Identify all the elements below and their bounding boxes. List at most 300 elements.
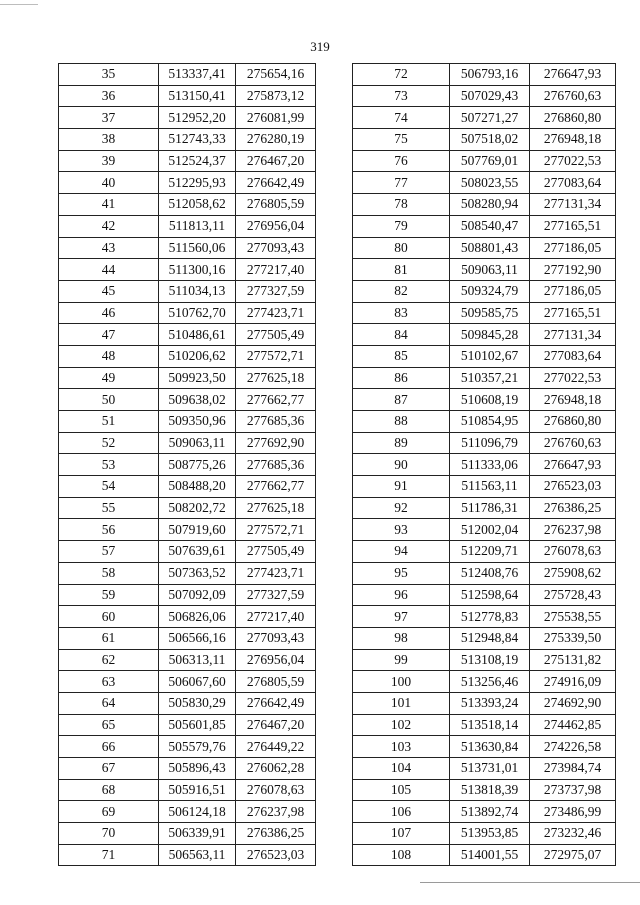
- y-coordinate-cell: 276760,63: [530, 432, 616, 454]
- point-number-cell: 70: [59, 823, 159, 845]
- x-coordinate-cell: 508023,55: [450, 172, 530, 194]
- x-coordinate-cell: 513256,46: [450, 671, 530, 693]
- point-number-cell: 85: [353, 345, 450, 367]
- x-coordinate-cell: 506566,16: [159, 627, 236, 649]
- table-row: [59, 129, 316, 151]
- x-coordinate-cell: 505916,51: [159, 779, 236, 801]
- table-row: [353, 562, 616, 584]
- point-number-cell: 107: [353, 823, 450, 845]
- table-row: [59, 714, 316, 736]
- x-coordinate-cell: 505579,76: [159, 736, 236, 758]
- point-number-cell: 104: [353, 758, 450, 780]
- table-row: [59, 823, 316, 845]
- point-number-cell: 60: [59, 606, 159, 628]
- table-row: [59, 280, 316, 302]
- point-number-cell: 93: [353, 519, 450, 541]
- table-row: [59, 215, 316, 237]
- point-number-cell: 81: [353, 259, 450, 281]
- x-coordinate-cell: 514001,55: [450, 844, 530, 866]
- coordinates-table-right: [352, 63, 616, 866]
- x-coordinate-cell: 508775,26: [159, 454, 236, 476]
- y-coordinate-cell: 277217,40: [236, 259, 316, 281]
- table-row: [353, 302, 616, 324]
- x-coordinate-cell: 513150,41: [159, 85, 236, 107]
- y-coordinate-cell: 276386,25: [530, 497, 616, 519]
- table-row: [59, 584, 316, 606]
- table-row: [59, 324, 316, 346]
- x-coordinate-cell: 505896,43: [159, 758, 236, 780]
- point-number-cell: 38: [59, 129, 159, 151]
- x-coordinate-cell: 513953,85: [450, 823, 530, 845]
- table-row: [59, 194, 316, 216]
- table-row: [59, 497, 316, 519]
- table-row: [59, 172, 316, 194]
- x-coordinate-cell: 507769,01: [450, 150, 530, 172]
- x-coordinate-cell: 505830,29: [159, 692, 236, 714]
- x-coordinate-cell: 509638,02: [159, 389, 236, 411]
- point-number-cell: 37: [59, 107, 159, 129]
- table-row: [59, 692, 316, 714]
- y-coordinate-cell: 277662,77: [236, 476, 316, 498]
- x-coordinate-cell: 508202,72: [159, 497, 236, 519]
- y-coordinate-cell: 276467,20: [236, 150, 316, 172]
- table-row: [59, 64, 316, 86]
- y-coordinate-cell: 277165,51: [530, 302, 616, 324]
- table-row: [353, 411, 616, 433]
- bottom-edge-line: [420, 882, 640, 883]
- point-number-cell: 68: [59, 779, 159, 801]
- table-row: [353, 367, 616, 389]
- x-coordinate-cell: 513393,24: [450, 692, 530, 714]
- x-coordinate-cell: 508488,20: [159, 476, 236, 498]
- x-coordinate-cell: 512743,33: [159, 129, 236, 151]
- y-coordinate-cell: 273984,74: [530, 758, 616, 780]
- x-coordinate-cell: 512778,83: [450, 606, 530, 628]
- y-coordinate-cell: 277217,40: [236, 606, 316, 628]
- table-row: [353, 280, 616, 302]
- point-number-cell: 103: [353, 736, 450, 758]
- x-coordinate-cell: 511813,11: [159, 215, 236, 237]
- point-number-cell: 66: [59, 736, 159, 758]
- table-row: [353, 584, 616, 606]
- x-coordinate-cell: 513892,74: [450, 801, 530, 823]
- point-number-cell: 97: [353, 606, 450, 628]
- table-row: [353, 758, 616, 780]
- point-number-cell: 50: [59, 389, 159, 411]
- table-row: [353, 627, 616, 649]
- table-row: [353, 519, 616, 541]
- y-coordinate-cell: 276760,63: [530, 85, 616, 107]
- y-coordinate-cell: 276805,59: [236, 194, 316, 216]
- y-coordinate-cell: 275873,12: [236, 85, 316, 107]
- point-number-cell: 108: [353, 844, 450, 866]
- y-coordinate-cell: 274692,90: [530, 692, 616, 714]
- x-coordinate-cell: 509845,28: [450, 324, 530, 346]
- y-coordinate-cell: 277186,05: [530, 237, 616, 259]
- x-coordinate-cell: 510206,62: [159, 345, 236, 367]
- x-coordinate-cell: 506313,11: [159, 649, 236, 671]
- coordinates-table-left-body: [59, 64, 316, 866]
- point-number-cell: 95: [353, 562, 450, 584]
- x-coordinate-cell: 511333,06: [450, 454, 530, 476]
- y-coordinate-cell: 277083,64: [530, 172, 616, 194]
- table-row: [59, 85, 316, 107]
- y-coordinate-cell: 277192,90: [530, 259, 616, 281]
- point-number-cell: 96: [353, 584, 450, 606]
- point-number-cell: 92: [353, 497, 450, 519]
- point-number-cell: 98: [353, 627, 450, 649]
- table-row: [59, 389, 316, 411]
- point-number-cell: 63: [59, 671, 159, 693]
- point-number-cell: 79: [353, 215, 450, 237]
- x-coordinate-cell: 513731,01: [450, 758, 530, 780]
- point-number-cell: 46: [59, 302, 159, 324]
- point-number-cell: 72: [353, 64, 450, 86]
- page-number: 319: [310, 39, 330, 54]
- x-coordinate-cell: 510762,70: [159, 302, 236, 324]
- y-coordinate-cell: 276237,98: [530, 519, 616, 541]
- x-coordinate-cell: 510102,67: [450, 345, 530, 367]
- x-coordinate-cell: 506826,06: [159, 606, 236, 628]
- y-coordinate-cell: 274916,09: [530, 671, 616, 693]
- table-row: [353, 215, 616, 237]
- x-coordinate-cell: 506793,16: [450, 64, 530, 86]
- y-coordinate-cell: 275131,82: [530, 649, 616, 671]
- point-number-cell: 40: [59, 172, 159, 194]
- table-row: [59, 736, 316, 758]
- y-coordinate-cell: 277423,71: [236, 302, 316, 324]
- x-coordinate-cell: 513630,84: [450, 736, 530, 758]
- table-row: [59, 801, 316, 823]
- point-number-cell: 48: [59, 345, 159, 367]
- point-number-cell: 69: [59, 801, 159, 823]
- table-row: [59, 671, 316, 693]
- x-coordinate-cell: 512598,64: [450, 584, 530, 606]
- x-coordinate-cell: 511096,79: [450, 432, 530, 454]
- y-coordinate-cell: 277505,49: [236, 324, 316, 346]
- x-coordinate-cell: 512295,93: [159, 172, 236, 194]
- y-coordinate-cell: 275339,50: [530, 627, 616, 649]
- table-row: [59, 432, 316, 454]
- point-number-cell: 59: [59, 584, 159, 606]
- y-coordinate-cell: 276642,49: [236, 172, 316, 194]
- y-coordinate-cell: 277505,49: [236, 541, 316, 563]
- table-row: [59, 345, 316, 367]
- y-coordinate-cell: 277625,18: [236, 497, 316, 519]
- x-coordinate-cell: 512002,04: [450, 519, 530, 541]
- x-coordinate-cell: 508540,47: [450, 215, 530, 237]
- table-row: [353, 85, 616, 107]
- y-coordinate-cell: 277083,64: [530, 345, 616, 367]
- table-row: [59, 237, 316, 259]
- point-number-cell: 42: [59, 215, 159, 237]
- x-coordinate-cell: 510854,95: [450, 411, 530, 433]
- y-coordinate-cell: 277327,59: [236, 584, 316, 606]
- x-coordinate-cell: 511786,31: [450, 497, 530, 519]
- y-coordinate-cell: 276805,59: [236, 671, 316, 693]
- x-coordinate-cell: 511560,06: [159, 237, 236, 259]
- y-coordinate-cell: 276386,25: [236, 823, 316, 845]
- table-row: [353, 64, 616, 86]
- y-coordinate-cell: 272975,07: [530, 844, 616, 866]
- y-coordinate-cell: 277186,05: [530, 280, 616, 302]
- table-row: [59, 562, 316, 584]
- point-number-cell: 62: [59, 649, 159, 671]
- point-number-cell: 90: [353, 454, 450, 476]
- y-coordinate-cell: 277662,77: [236, 389, 316, 411]
- point-number-cell: 71: [59, 844, 159, 866]
- y-coordinate-cell: 277685,36: [236, 411, 316, 433]
- table-row: [59, 779, 316, 801]
- table-row: [353, 714, 616, 736]
- table-row: [59, 844, 316, 866]
- point-number-cell: 47: [59, 324, 159, 346]
- x-coordinate-cell: 509063,11: [159, 432, 236, 454]
- x-coordinate-cell: 513818,39: [450, 779, 530, 801]
- x-coordinate-cell: 513518,14: [450, 714, 530, 736]
- point-number-cell: 75: [353, 129, 450, 151]
- y-coordinate-cell: 277572,71: [236, 519, 316, 541]
- x-coordinate-cell: 513108,19: [450, 649, 530, 671]
- point-number-cell: 52: [59, 432, 159, 454]
- table-row: [59, 150, 316, 172]
- x-coordinate-cell: 507029,43: [450, 85, 530, 107]
- table-row: [59, 259, 316, 281]
- table-row: [353, 649, 616, 671]
- point-number-cell: 105: [353, 779, 450, 801]
- y-coordinate-cell: 277692,90: [236, 432, 316, 454]
- y-coordinate-cell: 277022,53: [530, 367, 616, 389]
- x-coordinate-cell: 510357,21: [450, 367, 530, 389]
- x-coordinate-cell: 507092,09: [159, 584, 236, 606]
- x-coordinate-cell: 509350,96: [159, 411, 236, 433]
- x-coordinate-cell: 506124,18: [159, 801, 236, 823]
- point-number-cell: 58: [59, 562, 159, 584]
- table-row: [59, 302, 316, 324]
- table-row: [59, 519, 316, 541]
- point-number-cell: 45: [59, 280, 159, 302]
- point-number-cell: 80: [353, 237, 450, 259]
- x-coordinate-cell: 512952,20: [159, 107, 236, 129]
- table-row: [353, 259, 616, 281]
- y-coordinate-cell: 274462,85: [530, 714, 616, 736]
- y-coordinate-cell: 276956,04: [236, 649, 316, 671]
- table-row: [59, 627, 316, 649]
- y-coordinate-cell: 277131,34: [530, 324, 616, 346]
- y-coordinate-cell: 276523,03: [530, 476, 616, 498]
- y-coordinate-cell: 276860,80: [530, 107, 616, 129]
- y-coordinate-cell: 275728,43: [530, 584, 616, 606]
- point-number-cell: 49: [59, 367, 159, 389]
- y-coordinate-cell: 273737,98: [530, 779, 616, 801]
- x-coordinate-cell: 511034,13: [159, 280, 236, 302]
- x-coordinate-cell: 507518,02: [450, 129, 530, 151]
- table-row: [59, 476, 316, 498]
- y-coordinate-cell: 277327,59: [236, 280, 316, 302]
- point-number-cell: 61: [59, 627, 159, 649]
- x-coordinate-cell: 513337,41: [159, 64, 236, 86]
- point-number-cell: 84: [353, 324, 450, 346]
- table-row: [353, 237, 616, 259]
- table-row: [353, 497, 616, 519]
- y-coordinate-cell: 276956,04: [236, 215, 316, 237]
- point-number-cell: 56: [59, 519, 159, 541]
- x-coordinate-cell: 509063,11: [450, 259, 530, 281]
- y-coordinate-cell: 276078,63: [236, 779, 316, 801]
- y-coordinate-cell: 277423,71: [236, 562, 316, 584]
- point-number-cell: 77: [353, 172, 450, 194]
- y-coordinate-cell: 276948,18: [530, 389, 616, 411]
- point-number-cell: 99: [353, 649, 450, 671]
- x-coordinate-cell: 510608,19: [450, 389, 530, 411]
- table-row: [59, 454, 316, 476]
- point-number-cell: 100: [353, 671, 450, 693]
- point-number-cell: 65: [59, 714, 159, 736]
- table-row: [59, 411, 316, 433]
- point-number-cell: 86: [353, 367, 450, 389]
- table-row: [353, 844, 616, 866]
- point-number-cell: 94: [353, 541, 450, 563]
- y-coordinate-cell: 276642,49: [236, 692, 316, 714]
- y-coordinate-cell: 276280,19: [236, 129, 316, 151]
- point-number-cell: 54: [59, 476, 159, 498]
- point-number-cell: 39: [59, 150, 159, 172]
- point-number-cell: 35: [59, 64, 159, 86]
- y-coordinate-cell: 277131,34: [530, 194, 616, 216]
- table-row: [353, 345, 616, 367]
- table-row: [353, 779, 616, 801]
- x-coordinate-cell: 509585,75: [450, 302, 530, 324]
- point-number-cell: 51: [59, 411, 159, 433]
- y-coordinate-cell: 276948,18: [530, 129, 616, 151]
- x-coordinate-cell: 509324,79: [450, 280, 530, 302]
- point-number-cell: 82: [353, 280, 450, 302]
- point-number-cell: 74: [353, 107, 450, 129]
- point-number-cell: 36: [59, 85, 159, 107]
- y-coordinate-cell: 276860,80: [530, 411, 616, 433]
- point-number-cell: 89: [353, 432, 450, 454]
- x-coordinate-cell: 512209,71: [450, 541, 530, 563]
- y-coordinate-cell: 276523,03: [236, 844, 316, 866]
- table-row: [353, 324, 616, 346]
- point-number-cell: 83: [353, 302, 450, 324]
- y-coordinate-cell: 275908,62: [530, 562, 616, 584]
- table-row: [59, 107, 316, 129]
- x-coordinate-cell: 506339,91: [159, 823, 236, 845]
- y-coordinate-cell: 276647,93: [530, 64, 616, 86]
- point-number-cell: 106: [353, 801, 450, 823]
- point-number-cell: 41: [59, 194, 159, 216]
- table-row: [353, 692, 616, 714]
- table-row: [353, 541, 616, 563]
- point-number-cell: 78: [353, 194, 450, 216]
- table-row: [353, 129, 616, 151]
- point-number-cell: 88: [353, 411, 450, 433]
- x-coordinate-cell: 507271,27: [450, 107, 530, 129]
- y-coordinate-cell: 276467,20: [236, 714, 316, 736]
- table-row: [353, 801, 616, 823]
- y-coordinate-cell: 276081,99: [236, 107, 316, 129]
- y-coordinate-cell: 277625,18: [236, 367, 316, 389]
- table-row: [59, 541, 316, 563]
- x-coordinate-cell: 507639,61: [159, 541, 236, 563]
- y-coordinate-cell: 277572,71: [236, 345, 316, 367]
- table-row: [59, 367, 316, 389]
- y-coordinate-cell: 276237,98: [236, 801, 316, 823]
- y-coordinate-cell: 277093,43: [236, 237, 316, 259]
- point-number-cell: 64: [59, 692, 159, 714]
- y-coordinate-cell: 277093,43: [236, 627, 316, 649]
- table-row: [59, 606, 316, 628]
- x-coordinate-cell: 512948,84: [450, 627, 530, 649]
- table-row: [353, 194, 616, 216]
- x-coordinate-cell: 507919,60: [159, 519, 236, 541]
- table-row: [353, 107, 616, 129]
- y-coordinate-cell: 276078,63: [530, 541, 616, 563]
- y-coordinate-cell: 276449,22: [236, 736, 316, 758]
- point-number-cell: 73: [353, 85, 450, 107]
- x-coordinate-cell: 505601,85: [159, 714, 236, 736]
- point-number-cell: 43: [59, 237, 159, 259]
- y-coordinate-cell: 276647,93: [530, 454, 616, 476]
- table-row: [59, 649, 316, 671]
- table-row: [59, 758, 316, 780]
- x-coordinate-cell: 508801,43: [450, 237, 530, 259]
- table-row: [353, 432, 616, 454]
- x-coordinate-cell: 508280,94: [450, 194, 530, 216]
- table-row: [353, 606, 616, 628]
- y-coordinate-cell: 275654,16: [236, 64, 316, 86]
- point-number-cell: 55: [59, 497, 159, 519]
- x-coordinate-cell: 507363,52: [159, 562, 236, 584]
- table-row: [353, 823, 616, 845]
- x-coordinate-cell: 506563,11: [159, 844, 236, 866]
- top-edge-line: [0, 4, 38, 5]
- y-coordinate-cell: 275538,55: [530, 606, 616, 628]
- table-row: [353, 172, 616, 194]
- table-row: [353, 476, 616, 498]
- point-number-cell: 101: [353, 692, 450, 714]
- x-coordinate-cell: 509923,50: [159, 367, 236, 389]
- y-coordinate-cell: 277022,53: [530, 150, 616, 172]
- point-number-cell: 87: [353, 389, 450, 411]
- x-coordinate-cell: 506067,60: [159, 671, 236, 693]
- point-number-cell: 67: [59, 758, 159, 780]
- point-number-cell: 53: [59, 454, 159, 476]
- y-coordinate-cell: 273232,46: [530, 823, 616, 845]
- point-number-cell: 76: [353, 150, 450, 172]
- point-number-cell: 91: [353, 476, 450, 498]
- y-coordinate-cell: 274226,58: [530, 736, 616, 758]
- table-row: [353, 671, 616, 693]
- x-coordinate-cell: 511300,16: [159, 259, 236, 281]
- point-number-cell: 102: [353, 714, 450, 736]
- x-coordinate-cell: 512524,37: [159, 150, 236, 172]
- x-coordinate-cell: 512408,76: [450, 562, 530, 584]
- x-coordinate-cell: 511563,11: [450, 476, 530, 498]
- point-number-cell: 44: [59, 259, 159, 281]
- table-row: [353, 454, 616, 476]
- x-coordinate-cell: 512058,62: [159, 194, 236, 216]
- y-coordinate-cell: 277165,51: [530, 215, 616, 237]
- point-number-cell: 57: [59, 541, 159, 563]
- table-row: [353, 389, 616, 411]
- table-row: [353, 736, 616, 758]
- coordinates-table-right-body: [353, 64, 616, 866]
- y-coordinate-cell: 277685,36: [236, 454, 316, 476]
- x-coordinate-cell: 510486,61: [159, 324, 236, 346]
- coordinates-table-left: [58, 63, 316, 866]
